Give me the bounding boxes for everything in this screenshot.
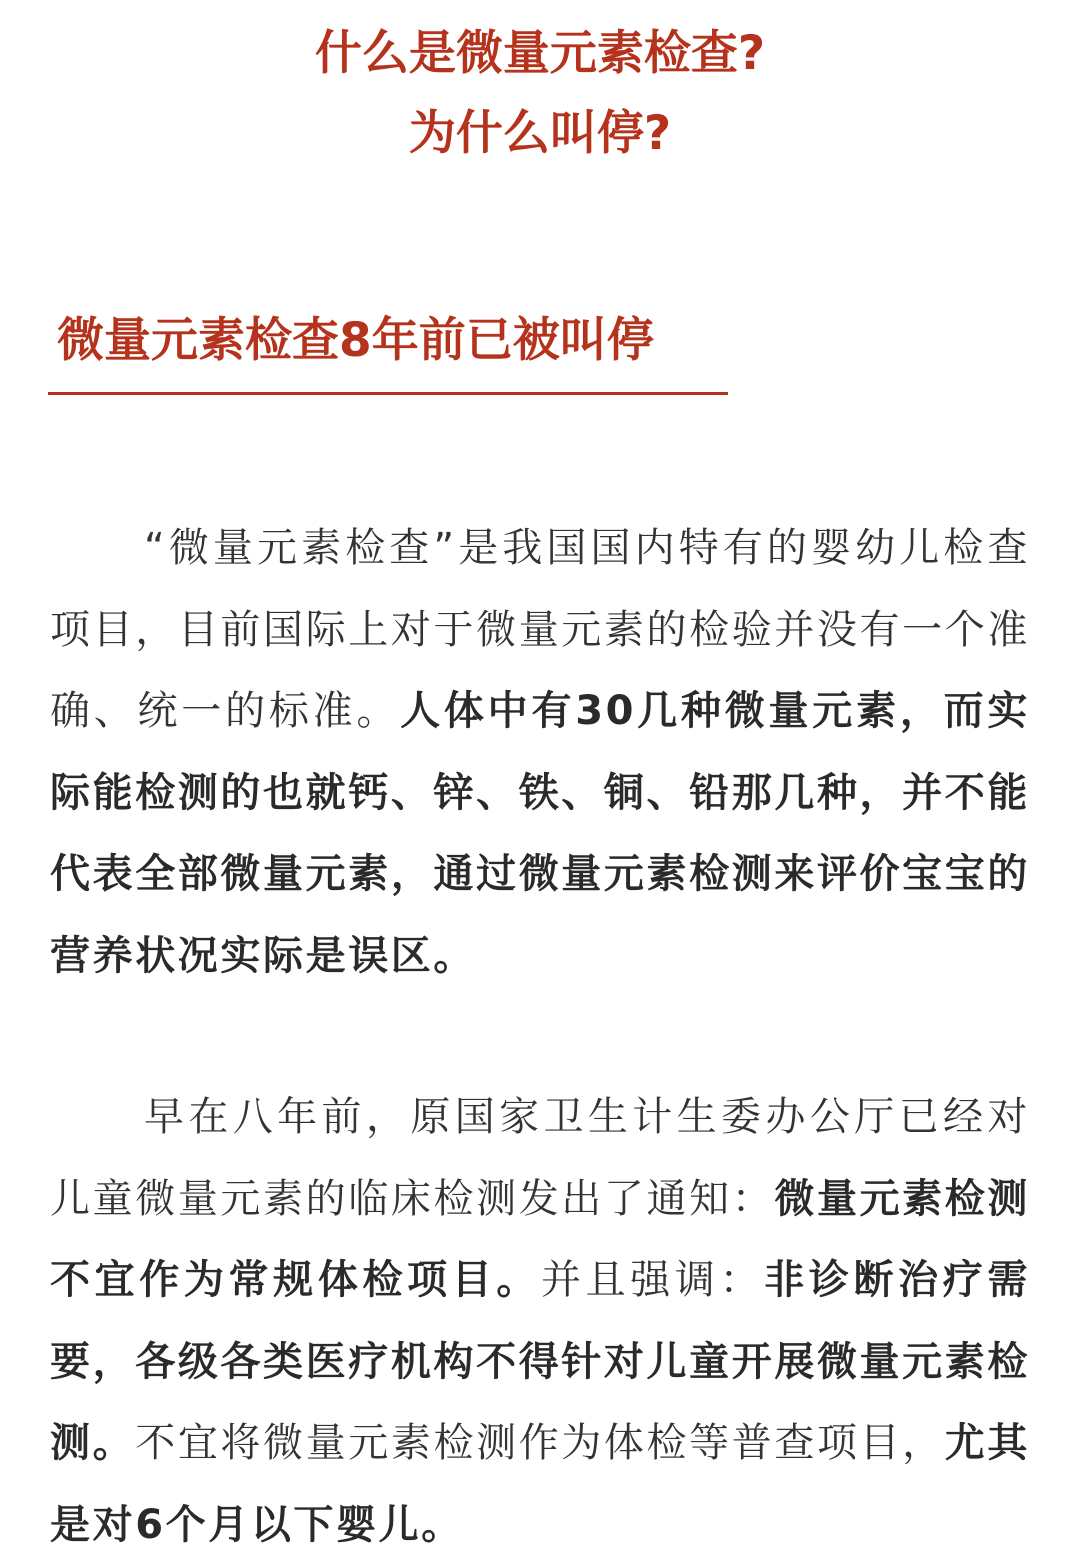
section-heading-underline <box>48 392 728 395</box>
paragraph-2-emphasis-2: 非诊断治疗需要，各级各类医疗机构不得针对儿童开展微量元素检测。 <box>50 1257 1030 1466</box>
paragraph-1 <box>50 508 1030 997</box>
title-line-2: 为什么叫停? <box>408 106 672 161</box>
paragraph-2 <box>50 1077 1030 1566</box>
paragraph-1-emphasis: 人体中有30几种微量元素，而实际能检测的也就钙、锌、铁、铜、铅那几种，并不能代表全部微量元素，通过微量元素检测来评价宝宝的营养状况实际是误区。 <box>50 688 1030 979</box>
paragraph-2-emphasis-3: 尤其是对6个月以下婴儿。 <box>50 1420 1030 1548</box>
title-line-1: 什么是微量元素检查? <box>314 26 766 81</box>
paragraph-1-text: “微量元素检查”是我国国内特有的婴幼儿检查项目，目前国际上对于微量元素的检验并没有一个准确、统一的标准。 <box>50 525 1030 734</box>
paragraph-2-text-1: 早在八年前，原国家卫生计生委办公厅已经对儿童微量元素的临床检测发出了通知： <box>50 1094 1030 1222</box>
paragraph-2-text-3: 不宜将微量元素检测作为体检等普查项目， <box>135 1420 945 1466</box>
paragraph-2-emphasis-1: 微量元素检测不宜作为常规体检项目。 <box>50 1175 1031 1303</box>
article-title <box>0 14 1080 174</box>
paragraph-2-text-2: 并且强调： <box>541 1257 765 1303</box>
section-heading: 微量元素检查8年前已被叫停 <box>57 313 654 368</box>
